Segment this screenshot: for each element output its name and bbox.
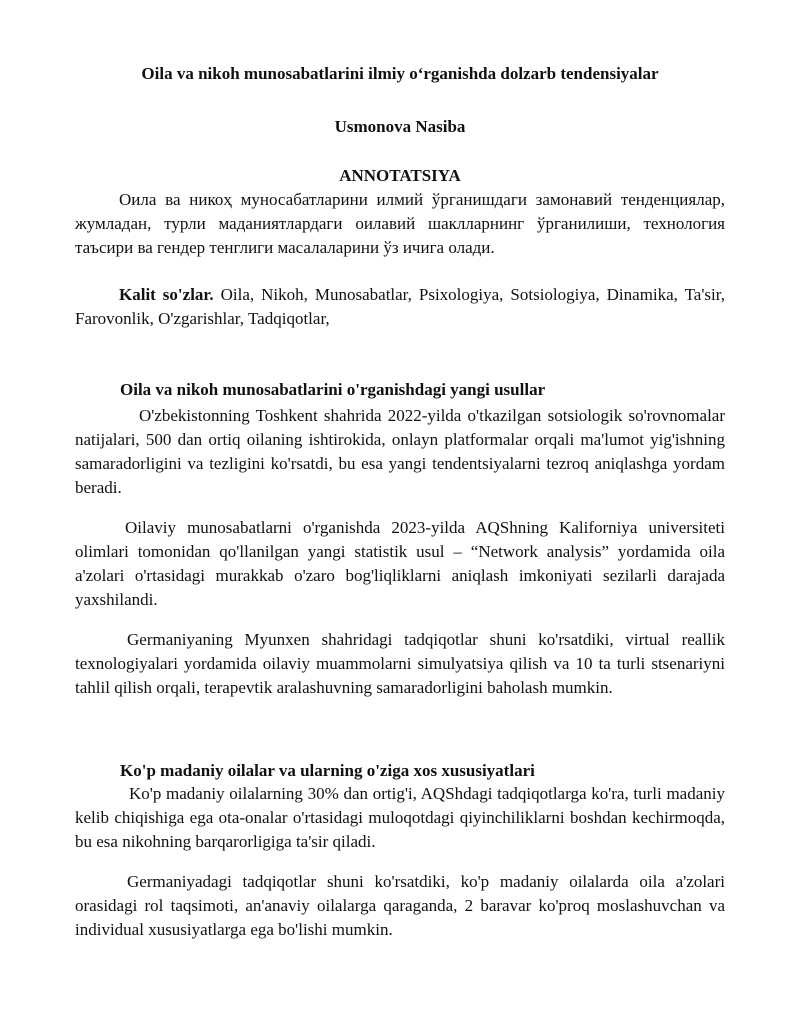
- section-1-paragraph-3: Germaniyaning Myunxen shahridagi tadqiqotlar shuni ko'rsatdiki, virtual reallik texnologiyalari yordamida oilaviy muammolarni simulyatsiya qilish va 10 ta turli stsenariyni tahlil qilish orqali, terapevtik aralashuvning samaradorligini baholash mumkin.: [75, 630, 725, 697]
- section-1-heading: Oila va nikoh munosabatlarini o'rganishdagi yangi usullar: [120, 380, 546, 399]
- keywords-paragraph: [75, 283, 725, 331]
- author-name: Usmonova Nasiba: [334, 117, 466, 136]
- section-2-paragraph-1: Ko'p madaniy oilalarning 30% dan ortig'i, AQShdagi tadqiqotlarga ko'ra, turli madaniy kelib chiqishiga ega ota-onalar o'rtasidagi muloqotdagi qiyinchiliklarni boshdan kechirmoqda, bu esa nikohning barqarorligiga ta'sir qiladi.: [75, 784, 725, 851]
- section-2-heading: Ko'p madaniy oilalar va ularning o'ziga xos xususiyatlari: [120, 761, 535, 780]
- section-1-paragraph-1: O'zbekistonning Toshkent shahrida 2022-yilda o'tkazilgan sotsiologik so'rovnomalar natijalari, 500 dan ortiq oilaning ishtirokida, onlayn platformalar orqali ma'lumot yig'ishning samaradorligini va tezligini ko'rsatdi, bu esa yangi tendentsiyalarni tezroq aniqlashga yordam beradi.: [75, 406, 725, 497]
- annotation-heading: ANNOTATSIYA: [339, 166, 461, 185]
- section-2-paragraph-2: Germaniyadagi tadqiqotlar shuni ko'rsatdiki, ko'p madaniy oilalarda oila a'zolari orasidagi rol taqsimoti, an'anaviy oilalarga qaraganda, 2 baravar ko'proq moslashuvchan va individual xususiyatlarga ega bo'lishi mumkin.: [75, 872, 725, 939]
- section-1-paragraph-2: Oilaviy munosabatlarni o'rganishda 2023-yilda AQShning Kaliforniya universiteti olimlari tomonidan qo'llanilgan yangi statistik usul – “Network analysis” yordamida oila a'zolari o'rtasidagi murakkab o'zaro bog'liqliklarni aniqlash imkoniyati sezilarli darajada yaxshilandi.: [75, 518, 725, 609]
- paper-title: Oila va nikoh munosabatlarini ilmiy o‘rganishda dolzarb tendensiyalar: [141, 64, 659, 83]
- keywords-label: Kalit so'zlar.: [119, 285, 214, 304]
- keywords-list: Oila, Nikoh, Munosabatlar, Psixologiya, Sotsiologiya, Dinamika, Ta'sir, Farovonlik, O'zgarishlar, Tadqiqotlar,: [75, 285, 725, 328]
- annotation-text: Оила ва никоҳ муносабатларини илмий ўрганишдаги замонавий тенденциялар, жумладан, турли маданиятлардаги оилавий шаклларнинг ўрганилиши, технология таъсири ва гендер тенглиги масалаларини ўз ичига олади.: [75, 190, 725, 257]
